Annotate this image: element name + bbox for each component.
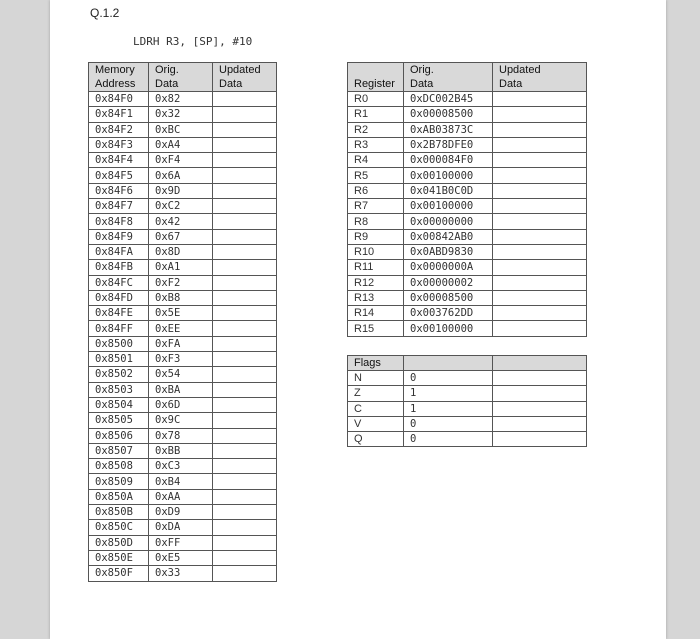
flag-value-cell: 0 — [404, 416, 493, 431]
updated-data-cell[interactable] — [213, 107, 277, 122]
table-row — [348, 168, 587, 183]
memory-address-cell: 0x850C — [89, 520, 149, 535]
orig-data-cell: 0x041B0C0D — [404, 183, 493, 198]
table-row — [89, 183, 277, 198]
updated-data-cell[interactable] — [213, 275, 277, 290]
memory-address-cell: 0x84F4 — [89, 153, 149, 168]
memory-address-cell: 0x84F7 — [89, 199, 149, 214]
updated-value-cell[interactable] — [493, 432, 587, 447]
updated-data-cell[interactable] — [213, 520, 277, 535]
table-row — [348, 137, 587, 152]
updated-data-cell[interactable] — [493, 229, 587, 244]
updated-data-cell[interactable] — [213, 367, 277, 382]
register-table — [347, 62, 587, 337]
table-row — [348, 290, 587, 305]
table-row — [348, 432, 587, 447]
memory-address-cell: 0x84FC — [89, 275, 149, 290]
table-row — [348, 92, 587, 107]
memory-address-cell: 0x84FE — [89, 306, 149, 321]
updated-data-cell[interactable] — [493, 122, 587, 137]
column-header-flag: Flags — [348, 356, 404, 371]
table-row — [89, 336, 277, 351]
orig-data-cell: 0xA1 — [149, 260, 213, 275]
updated-data-cell[interactable] — [493, 290, 587, 305]
memory-address-cell: 0x8500 — [89, 336, 149, 351]
table-row — [89, 306, 277, 321]
register-cell: R15 — [348, 321, 404, 336]
updated-value-cell[interactable] — [493, 416, 587, 431]
memory-address-cell: 0x8503 — [89, 382, 149, 397]
updated-data-cell[interactable] — [213, 321, 277, 336]
register-cell: R9 — [348, 229, 404, 244]
updated-data-cell[interactable] — [493, 244, 587, 259]
document-page — [50, 0, 666, 639]
orig-data-cell: 0xAA — [149, 489, 213, 504]
flag-cell: Z — [348, 386, 404, 401]
orig-data-cell: 0x9D — [149, 183, 213, 198]
orig-data-cell: 0xAB03873C — [404, 122, 493, 137]
instruction-text: LDRH R3, [SP], #10 — [133, 35, 253, 48]
flag-cell: Q — [348, 432, 404, 447]
table-row — [348, 229, 587, 244]
updated-data-cell[interactable] — [493, 183, 587, 198]
column-header-orig-data: Orig. Data — [404, 63, 493, 92]
table-row — [89, 153, 277, 168]
table-row — [89, 275, 277, 290]
memory-address-cell: 0x84FA — [89, 244, 149, 259]
updated-data-cell[interactable] — [493, 92, 587, 107]
flag-cell: V — [348, 416, 404, 431]
updated-data-cell[interactable] — [493, 199, 587, 214]
orig-data-cell: 0xDA — [149, 520, 213, 535]
orig-data-cell: 0x00100000 — [404, 168, 493, 183]
memory-address-cell: 0x84F6 — [89, 183, 149, 198]
orig-data-cell: 0x6A — [149, 168, 213, 183]
column-header-updated-data: Updated Data — [493, 63, 587, 92]
column-header-updated-value — [493, 356, 587, 371]
orig-data-cell: 0x9C — [149, 413, 213, 428]
register-cell: R5 — [348, 168, 404, 183]
updated-data-cell[interactable] — [213, 459, 277, 474]
memory-address-cell: 0x8504 — [89, 397, 149, 412]
table-row — [348, 199, 587, 214]
table-row — [348, 275, 587, 290]
updated-value-cell[interactable] — [493, 386, 587, 401]
memory-address-cell: 0x8509 — [89, 474, 149, 489]
orig-data-cell: 0x8D — [149, 244, 213, 259]
memory-address-cell: 0x84FF — [89, 321, 149, 336]
orig-data-cell: 0xBA — [149, 382, 213, 397]
memory-address-cell: 0x8505 — [89, 413, 149, 428]
table-row — [89, 352, 277, 367]
table-row — [89, 520, 277, 535]
table-row — [89, 459, 277, 474]
orig-data-cell: 0x00008500 — [404, 107, 493, 122]
orig-data-cell: 0x00000002 — [404, 275, 493, 290]
table-row — [89, 290, 277, 305]
table-row — [348, 153, 587, 168]
table-row — [348, 306, 587, 321]
updated-data-cell[interactable] — [213, 489, 277, 504]
register-cell: R8 — [348, 214, 404, 229]
table-row — [348, 107, 587, 122]
table-row — [89, 367, 277, 382]
memory-address-cell: 0x84F0 — [89, 92, 149, 107]
table-row — [89, 107, 277, 122]
orig-data-cell: 0x54 — [149, 367, 213, 382]
orig-data-cell: 0x5E — [149, 306, 213, 321]
memory-address-cell: 0x8507 — [89, 443, 149, 458]
table-row — [89, 413, 277, 428]
table-row — [348, 183, 587, 198]
header-row — [348, 356, 587, 371]
orig-data-cell: 0xF2 — [149, 275, 213, 290]
orig-data-cell: 0xA4 — [149, 137, 213, 152]
orig-data-cell: 0x42 — [149, 214, 213, 229]
updated-data-cell[interactable] — [493, 214, 587, 229]
table-row — [89, 489, 277, 504]
register-cell: R11 — [348, 260, 404, 275]
updated-data-cell[interactable] — [213, 122, 277, 137]
updated-data-cell[interactable] — [213, 535, 277, 550]
orig-data-cell: 0xB4 — [149, 474, 213, 489]
orig-data-cell: 0x2B78DFE0 — [404, 137, 493, 152]
updated-data-cell[interactable] — [213, 505, 277, 520]
table-row — [89, 122, 277, 137]
updated-data-cell[interactable] — [213, 244, 277, 259]
updated-data-cell[interactable] — [213, 306, 277, 321]
question-number: Q.1.2 — [90, 6, 120, 20]
updated-value-cell[interactable] — [493, 401, 587, 416]
header-row — [89, 63, 277, 92]
orig-data-cell: 0x82 — [149, 92, 213, 107]
memory-table — [88, 62, 277, 582]
table-row — [89, 382, 277, 397]
table-row — [89, 229, 277, 244]
table-row — [89, 321, 277, 336]
orig-data-cell: 0xFF — [149, 535, 213, 550]
memory-address-cell: 0x84FB — [89, 260, 149, 275]
orig-data-cell: 0x6D — [149, 397, 213, 412]
table-row — [89, 443, 277, 458]
orig-data-cell: 0x00100000 — [404, 321, 493, 336]
table-row — [348, 260, 587, 275]
updated-data-cell[interactable] — [213, 336, 277, 351]
register-cell: R6 — [348, 183, 404, 198]
memory-address-cell: 0x850F — [89, 566, 149, 581]
orig-data-cell: 0x78 — [149, 428, 213, 443]
updated-data-cell[interactable] — [213, 550, 277, 565]
orig-data-cell: 0xBB — [149, 443, 213, 458]
updated-data-cell[interactable] — [213, 443, 277, 458]
table-row — [89, 550, 277, 565]
table-row — [348, 122, 587, 137]
updated-data-cell[interactable] — [213, 199, 277, 214]
updated-data-cell[interactable] — [213, 566, 277, 581]
column-header-flag-value — [404, 356, 493, 371]
memory-address-cell: 0x84F8 — [89, 214, 149, 229]
flag-value-cell: 1 — [404, 401, 493, 416]
memory-address-cell: 0x84FD — [89, 290, 149, 305]
table-row — [89, 137, 277, 152]
orig-data-cell: 0xE5 — [149, 550, 213, 565]
orig-data-cell: 0xFA — [149, 336, 213, 351]
memory-address-cell: 0x850B — [89, 505, 149, 520]
updated-data-cell[interactable] — [213, 137, 277, 152]
table-row — [89, 428, 277, 443]
orig-data-cell: 0xF4 — [149, 153, 213, 168]
table-row — [89, 199, 277, 214]
header-row — [348, 63, 587, 92]
register-cell: R14 — [348, 306, 404, 321]
register-cell: R3 — [348, 137, 404, 152]
column-header-updated-data: Updated Data — [213, 63, 277, 92]
orig-data-cell: 0xDC002B45 — [404, 92, 493, 107]
column-header-memory-address: Memory Address — [89, 63, 149, 92]
orig-data-cell: 0xEE — [149, 321, 213, 336]
updated-data-cell[interactable] — [213, 183, 277, 198]
table-row — [89, 505, 277, 520]
memory-address-cell: 0x850E — [89, 550, 149, 565]
memory-address-cell: 0x8508 — [89, 459, 149, 474]
memory-address-cell: 0x84F9 — [89, 229, 149, 244]
table-row — [89, 168, 277, 183]
table-row — [89, 566, 277, 581]
updated-data-cell[interactable] — [213, 352, 277, 367]
table-row — [348, 386, 587, 401]
orig-data-cell: 0x00842AB0 — [404, 229, 493, 244]
updated-data-cell[interactable] — [493, 275, 587, 290]
register-cell: R4 — [348, 153, 404, 168]
table-row — [348, 416, 587, 431]
orig-data-cell: 0xBC — [149, 122, 213, 137]
orig-data-cell: 0x00008500 — [404, 290, 493, 305]
updated-value-cell[interactable] — [493, 371, 587, 386]
memory-address-cell: 0x8501 — [89, 352, 149, 367]
table-row — [89, 474, 277, 489]
orig-data-cell: 0xC3 — [149, 459, 213, 474]
flag-value-cell: 0 — [404, 432, 493, 447]
memory-address-cell: 0x850A — [89, 489, 149, 504]
updated-data-cell[interactable] — [213, 290, 277, 305]
column-header-orig-data: Orig. Data — [149, 63, 213, 92]
updated-data-cell[interactable] — [213, 382, 277, 397]
memory-address-cell: 0x84F3 — [89, 137, 149, 152]
table-row — [89, 214, 277, 229]
updated-data-cell[interactable] — [493, 321, 587, 336]
memory-address-cell: 0x84F2 — [89, 122, 149, 137]
updated-data-cell[interactable] — [213, 92, 277, 107]
orig-data-cell: 0xC2 — [149, 199, 213, 214]
updated-data-cell[interactable] — [213, 474, 277, 489]
table-row — [89, 535, 277, 550]
memory-address-cell: 0x84F1 — [89, 107, 149, 122]
updated-data-cell[interactable] — [493, 168, 587, 183]
memory-address-cell: 0x8502 — [89, 367, 149, 382]
updated-data-cell[interactable] — [493, 153, 587, 168]
orig-data-cell: 0x00000000 — [404, 214, 493, 229]
orig-data-cell: 0x32 — [149, 107, 213, 122]
register-cell: R13 — [348, 290, 404, 305]
updated-data-cell[interactable] — [213, 168, 277, 183]
table-row — [89, 260, 277, 275]
updated-data-cell[interactable] — [493, 137, 587, 152]
table-row — [89, 397, 277, 412]
table-row — [89, 244, 277, 259]
orig-data-cell: 0x003762DD — [404, 306, 493, 321]
flag-cell: N — [348, 371, 404, 386]
orig-data-cell: 0x33 — [149, 566, 213, 581]
orig-data-cell: 0x67 — [149, 229, 213, 244]
memory-address-cell: 0x84F5 — [89, 168, 149, 183]
orig-data-cell: 0xF3 — [149, 352, 213, 367]
updated-data-cell[interactable] — [213, 229, 277, 244]
flag-cell: C — [348, 401, 404, 416]
orig-data-cell: 0x000084F0 — [404, 153, 493, 168]
memory-address-cell: 0x850D — [89, 535, 149, 550]
flag-value-cell: 0 — [404, 371, 493, 386]
table-row — [348, 214, 587, 229]
updated-data-cell[interactable] — [213, 260, 277, 275]
register-cell: R2 — [348, 122, 404, 137]
register-cell: R1 — [348, 107, 404, 122]
updated-data-cell[interactable] — [213, 428, 277, 443]
updated-data-cell[interactable] — [213, 413, 277, 428]
register-cell: R0 — [348, 92, 404, 107]
orig-data-cell: 0x0000000A — [404, 260, 493, 275]
orig-data-cell: 0xB8 — [149, 290, 213, 305]
orig-data-cell: 0xD9 — [149, 505, 213, 520]
register-cell: R7 — [348, 199, 404, 214]
table-row — [348, 401, 587, 416]
column-header-register: Register — [348, 63, 404, 92]
updated-data-cell[interactable] — [493, 306, 587, 321]
updated-data-cell[interactable] — [213, 214, 277, 229]
table-row — [348, 321, 587, 336]
orig-data-cell: 0x00100000 — [404, 199, 493, 214]
register-cell: R12 — [348, 275, 404, 290]
register-cell: R10 — [348, 244, 404, 259]
updated-data-cell[interactable] — [213, 153, 277, 168]
updated-data-cell[interactable] — [493, 260, 587, 275]
updated-data-cell[interactable] — [493, 107, 587, 122]
orig-data-cell: 0x0ABD9830 — [404, 244, 493, 259]
memory-address-cell: 0x8506 — [89, 428, 149, 443]
table-row — [89, 92, 277, 107]
table-row — [348, 244, 587, 259]
flags-table — [347, 355, 587, 447]
table-row — [348, 371, 587, 386]
updated-data-cell[interactable] — [213, 397, 277, 412]
flag-value-cell: 1 — [404, 386, 493, 401]
